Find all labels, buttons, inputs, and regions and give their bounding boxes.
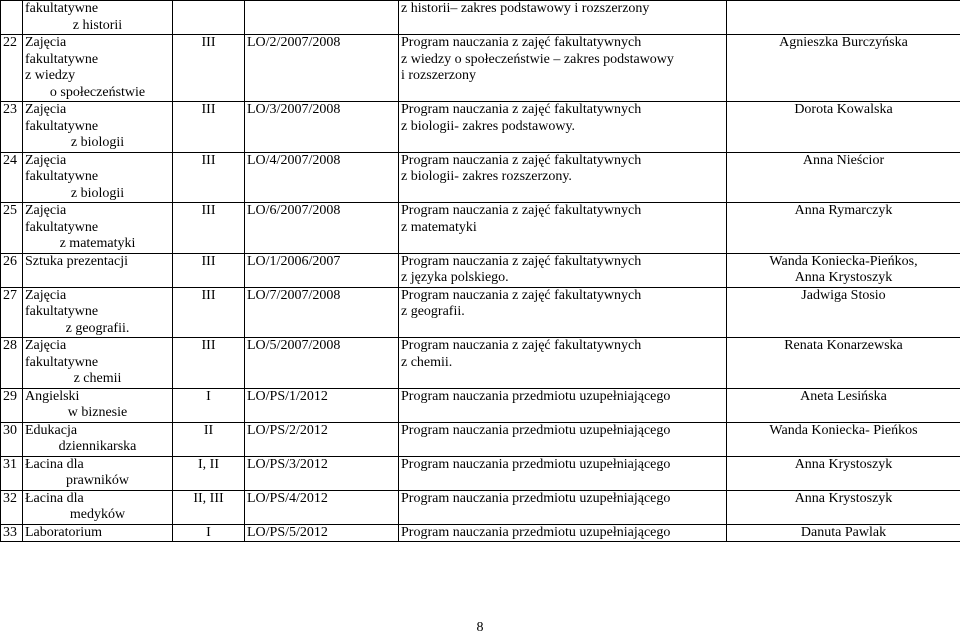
- class-level: III: [173, 287, 245, 338]
- subject-name-line: z chemii: [25, 371, 170, 388]
- subject-name-line: w biznesie: [25, 405, 170, 422]
- program-author-line: Anna Krystoszyk: [729, 457, 958, 474]
- program-author-line: Anna Krystoszyk: [729, 491, 958, 508]
- class-level: I, II: [173, 456, 245, 490]
- row-number: [1, 1, 23, 35]
- program-title: [399, 152, 727, 203]
- program-title-line: z historii– zakres podstawowy i rozszerzony: [401, 1, 724, 18]
- subject-name-line: Angielski: [25, 389, 170, 406]
- table-row: [1, 338, 960, 389]
- row-number: 27: [1, 287, 23, 338]
- row-number: 31: [1, 456, 23, 490]
- class-level: [173, 1, 245, 35]
- program-author-line: Wanda Koniecka-Pieńkos,: [729, 254, 958, 271]
- row-number: 25: [1, 203, 23, 254]
- program-author: [727, 35, 960, 102]
- program-code: LO/4/2007/2008: [245, 152, 399, 203]
- program-title-line: Program nauczania z zajęć fakultatywnych: [401, 254, 724, 271]
- subject-name-line: z wiedzy: [25, 68, 170, 85]
- program-author-line: Renata Konarzewska: [729, 338, 958, 355]
- subject-name-line: Zajęcia: [25, 35, 170, 52]
- program-author-line: Danuta Pawlak: [729, 525, 958, 542]
- program-title: [399, 490, 727, 524]
- subject-name-line: medyków: [25, 507, 170, 524]
- table-row: [1, 35, 960, 102]
- table-row: [1, 102, 960, 153]
- subject-name-line: z historii: [25, 18, 170, 35]
- program-title: [399, 203, 727, 254]
- subject-name-line: Edukacja: [25, 423, 170, 440]
- subject-name: [23, 456, 173, 490]
- class-level: II: [173, 422, 245, 456]
- program-author: [727, 422, 960, 456]
- program-author: [727, 1, 960, 35]
- subject-name: [23, 490, 173, 524]
- program-code: LO/5/2007/2008: [245, 338, 399, 389]
- program-author-line: Agnieszka Burczyńska: [729, 35, 958, 52]
- subject-name: [23, 102, 173, 153]
- program-author-line: Anna Krystoszyk: [729, 270, 958, 287]
- subject-name-line: Zajęcia: [25, 338, 170, 355]
- table-row: [1, 388, 960, 422]
- program-title-line: z matematyki: [401, 220, 724, 237]
- program-title-line: Program nauczania z zajęć fakultatywnych: [401, 35, 724, 52]
- table-row: [1, 490, 960, 524]
- program-code: LO/3/2007/2008: [245, 102, 399, 153]
- program-title: [399, 422, 727, 456]
- program-author: [727, 287, 960, 338]
- subject-name: [23, 35, 173, 102]
- subject-name-line: Zajęcia: [25, 203, 170, 220]
- row-number: 33: [1, 524, 23, 542]
- program-title-line: Program nauczania przedmiotu uzupełniającego: [401, 389, 724, 406]
- program-code: LO/PS/2/2012: [245, 422, 399, 456]
- program-code: LO/1/2006/2007: [245, 253, 399, 287]
- program-code: LO/PS/3/2012: [245, 456, 399, 490]
- table-row: [1, 456, 960, 490]
- program-title-line: Program nauczania z zajęć fakultatywnych: [401, 203, 724, 220]
- program-author-line: Aneta Lesińska: [729, 389, 958, 406]
- subject-name: [23, 152, 173, 203]
- program-title-line: Program nauczania przedmiotu uzupełniającego: [401, 525, 724, 542]
- row-number: 32: [1, 490, 23, 524]
- class-level: I: [173, 388, 245, 422]
- program-title: [399, 35, 727, 102]
- program-title: [399, 388, 727, 422]
- program-title: [399, 287, 727, 338]
- program-code: LO/PS/4/2012: [245, 490, 399, 524]
- table-row: [1, 1, 960, 35]
- program-author: [727, 490, 960, 524]
- program-title: [399, 456, 727, 490]
- subject-name-line: Zajęcia: [25, 153, 170, 170]
- subject-name-line: fakultatywne: [25, 169, 170, 186]
- subject-name-line: z biologii: [25, 135, 170, 152]
- row-number: 28: [1, 338, 23, 389]
- subject-name: [23, 422, 173, 456]
- program-title-line: z wiedzy o społeczeństwie – zakres podstawowy: [401, 52, 724, 69]
- subject-name: [23, 253, 173, 287]
- class-level: III: [173, 203, 245, 254]
- row-number: 24: [1, 152, 23, 203]
- program-title-line: Program nauczania z zajęć fakultatywnych: [401, 288, 724, 305]
- program-author-line: Jadwiga Stosio: [729, 288, 958, 305]
- subject-name-line: Łacina dla: [25, 491, 170, 508]
- program-code: LO/6/2007/2008: [245, 203, 399, 254]
- row-number: 30: [1, 422, 23, 456]
- program-title-line: z biologii- zakres rozszerzony.: [401, 169, 724, 186]
- program-title-line: i rozszerzony: [401, 68, 724, 85]
- program-code: LO/PS/5/2012: [245, 524, 399, 542]
- program-title: [399, 1, 727, 35]
- program-title-line: z geografii.: [401, 304, 724, 321]
- program-title-line: z chemii.: [401, 355, 724, 372]
- table-row: [1, 422, 960, 456]
- class-level: III: [173, 152, 245, 203]
- table-row: [1, 287, 960, 338]
- program-title-line: Program nauczania z zajęć fakultatywnych: [401, 153, 724, 170]
- class-level: II, III: [173, 490, 245, 524]
- table-row: [1, 152, 960, 203]
- subject-name-line: fakultatywne: [25, 355, 170, 372]
- subject-name: [23, 203, 173, 254]
- program-title-line: Program nauczania z zajęć fakultatywnych: [401, 338, 724, 355]
- program-title-line: z języka polskiego.: [401, 270, 724, 287]
- row-number: 29: [1, 388, 23, 422]
- program-author-line: Wanda Koniecka- Pieńkos: [729, 423, 958, 440]
- program-title-line: Program nauczania przedmiotu uzupełniającego: [401, 423, 724, 440]
- table-row: [1, 253, 960, 287]
- subject-name-line: z geografii.: [25, 321, 170, 338]
- program-author: [727, 388, 960, 422]
- program-title: [399, 524, 727, 542]
- program-title: [399, 253, 727, 287]
- subject-name: [23, 1, 173, 35]
- program-code: [245, 1, 399, 35]
- program-author: [727, 524, 960, 542]
- program-title-line: z biologii- zakres podstawowy.: [401, 119, 724, 136]
- class-level: III: [173, 102, 245, 153]
- row-number: 23: [1, 102, 23, 153]
- subject-name-line: Łacina dla: [25, 457, 170, 474]
- program-author: [727, 338, 960, 389]
- program-title-line: Program nauczania przedmiotu uzupełniającego: [401, 491, 724, 508]
- subject-name-line: Zajęcia: [25, 102, 170, 119]
- curriculum-table-body: [1, 1, 960, 542]
- class-level: I: [173, 524, 245, 542]
- table-row: [1, 203, 960, 254]
- subject-name-line: fakultatywne: [25, 220, 170, 237]
- row-number: 22: [1, 35, 23, 102]
- subject-name-line: o społeczeństwie: [25, 85, 170, 102]
- program-title-line: Program nauczania z zajęć fakultatywnych: [401, 102, 724, 119]
- subject-name-line: Sztuka prezentacji: [25, 254, 170, 271]
- subject-name-line: Zajęcia: [25, 288, 170, 305]
- subject-name-line: z biologii: [25, 186, 170, 203]
- subject-name-line: fakultatywne: [25, 304, 170, 321]
- subject-name: [23, 287, 173, 338]
- subject-name-line: prawników: [25, 473, 170, 490]
- class-level: III: [173, 35, 245, 102]
- table-row: [1, 524, 960, 542]
- subject-name-line: fakultatywne: [25, 52, 170, 69]
- subject-name-line: fakultatywne: [25, 1, 170, 18]
- class-level: III: [173, 338, 245, 389]
- subject-name: [23, 388, 173, 422]
- program-code: LO/7/2007/2008: [245, 287, 399, 338]
- subject-name-line: dziennikarska: [25, 439, 170, 456]
- class-level: III: [173, 253, 245, 287]
- subject-name-line: z matematyki: [25, 236, 170, 253]
- program-title-line: Program nauczania przedmiotu uzupełniającego: [401, 457, 724, 474]
- program-title: [399, 102, 727, 153]
- page-number: 8: [0, 620, 960, 636]
- subject-name: [23, 338, 173, 389]
- subject-name-line: fakultatywne: [25, 119, 170, 136]
- row-number: 26: [1, 253, 23, 287]
- program-code: LO/PS/1/2012: [245, 388, 399, 422]
- program-title: [399, 338, 727, 389]
- program-author-line: Anna Rymarczyk: [729, 203, 958, 220]
- program-code: LO/2/2007/2008: [245, 35, 399, 102]
- program-author: [727, 456, 960, 490]
- program-author: [727, 102, 960, 153]
- program-author: [727, 152, 960, 203]
- program-author: [727, 253, 960, 287]
- subject-name: [23, 524, 173, 542]
- program-author-line: Dorota Kowalska: [729, 102, 958, 119]
- subject-name-line: Laboratorium: [25, 525, 170, 542]
- program-author-line: Anna Nieścior: [729, 153, 958, 170]
- program-author: [727, 203, 960, 254]
